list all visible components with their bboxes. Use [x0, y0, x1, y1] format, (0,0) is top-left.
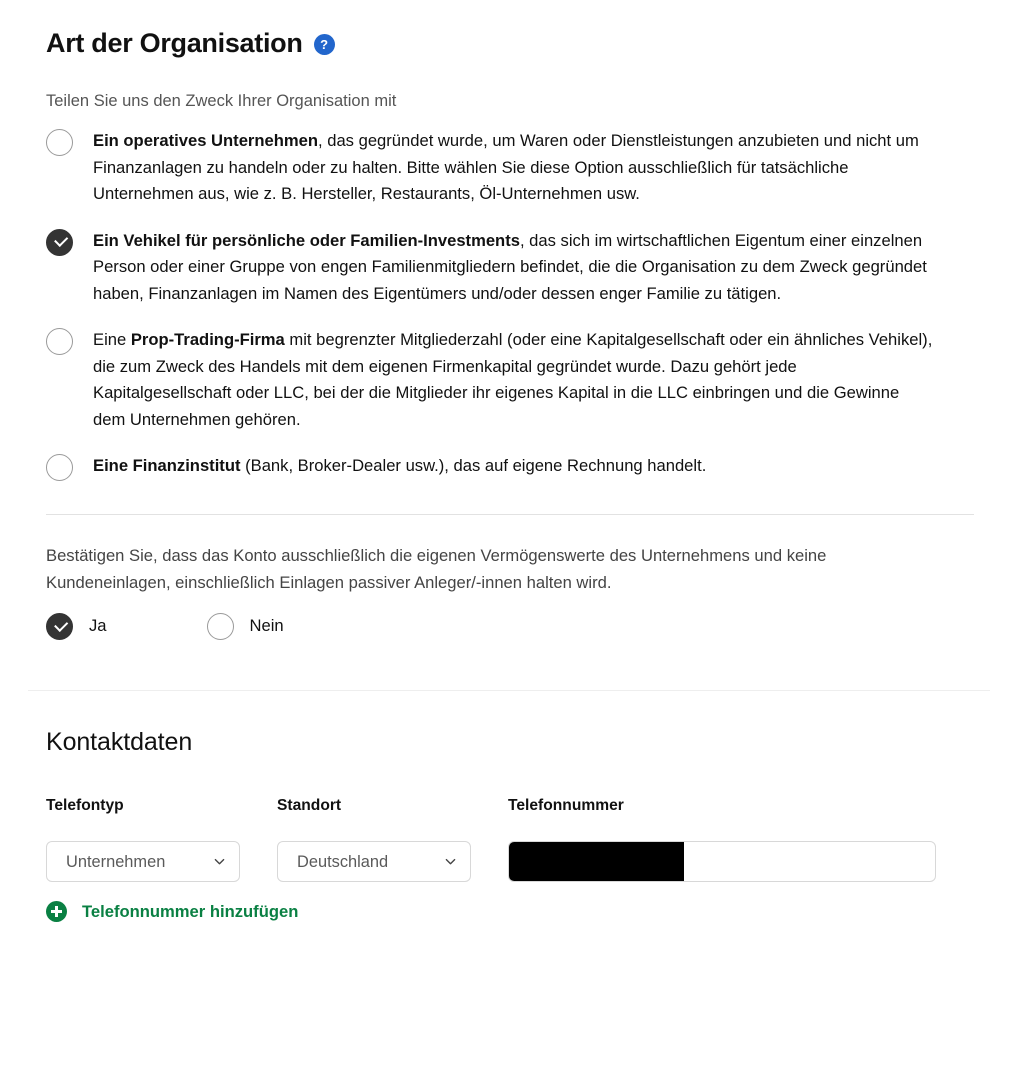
contact-field-row: [46, 796, 1020, 882]
help-icon[interactable]: ?: [314, 34, 335, 55]
confirmation-choice-group: [46, 612, 1020, 640]
add-phone-number-label: Telefonnummer hinzufügen: [82, 901, 299, 921]
organisation-options-group: [0, 112, 1020, 481]
contact-section-title: Kontaktdaten: [46, 728, 193, 756]
confirmation-no-label: Nein: [249, 616, 284, 635]
radio-indicator-checked[interactable]: [46, 613, 73, 640]
phone-number-field-group: [508, 796, 936, 882]
radio-option-family-investment-vehicle[interactable]: [46, 228, 1020, 308]
radio-indicator[interactable]: [207, 613, 234, 640]
page-title-row: [0, 0, 1020, 60]
radio-option-prop-trading-firm[interactable]: [46, 327, 1020, 433]
radio-option-label: [93, 228, 936, 308]
phone-type-select[interactable]: [46, 841, 240, 882]
option-rest-text: mit begrenzter Mitgliederzahl (oder eine Kapitalgesellschaft oder ein ähnliches Vehikel), die zum Zweck des Handels mit dem eigenen Firmenkapital gegründet wurde. Dazu gehört jede Kapitalgesellschaft oder LLC, bei der die Mitglieder ihr eigenes Kapital in die LLC einbringen und die Gewinne dem Unternehmen gehören.: [93, 330, 933, 429]
phone-type-field-group: [46, 796, 277, 882]
location-field-group: [277, 796, 508, 882]
location-label: Standort: [277, 797, 342, 814]
location-selected-value: Deutschland: [297, 852, 389, 871]
confirmation-block: [0, 515, 1020, 640]
option-bold-text: Eine Finanzinstitut: [93, 456, 241, 475]
option-bold-text: Ein operatives Unternehmen: [93, 131, 318, 150]
radio-indicator[interactable]: [46, 328, 73, 355]
radio-option-financial-institution[interactable]: [46, 453, 1020, 481]
radio-indicator-checked[interactable]: [46, 229, 73, 256]
phone-type-label: Telefontyp: [46, 797, 124, 814]
radio-option-label: [93, 128, 936, 208]
radio-option-label: [93, 327, 936, 433]
add-phone-number-link[interactable]: [46, 901, 298, 922]
option-bold-text: Prop-Trading-Firma: [130, 330, 285, 349]
confirmation-text: Bestätigen Sie, dass das Konto ausschließlich die eigenen Vermögenswerte des Unternehmens und keine Kundeneinlagen, einschließlich Einlagen passiver Anleger/-innen halten wird.: [46, 546, 827, 592]
option-rest-text: (Bank, Broker-Dealer usw.), das auf eigene Rechnung handelt.: [240, 456, 707, 475]
phone-number-input[interactable]: [508, 841, 936, 882]
radio-option-label: [93, 453, 706, 480]
phone-number-label: Telefonnummer: [508, 797, 624, 814]
page-title: Art der Organisation: [46, 28, 303, 58]
redaction-bar: [509, 842, 684, 881]
confirmation-option-yes[interactable]: [46, 612, 107, 640]
organisation-subtitle: Teilen Sie uns den Zweck Ihrer Organisation mit: [46, 92, 397, 110]
spacer: [0, 640, 1020, 690]
chevron-down-icon: [214, 856, 225, 867]
confirmation-yes-label: Ja: [89, 616, 107, 635]
option-prefix-text: Eine: [93, 330, 131, 349]
option-rest-text: , das sich im wirtschaftlichen Eigentum einer einzelnen Person oder einer Gruppe von engen Familienmitgliedern befindet, die die Organisation zu dem Zweck gegründet haben, Finanzanlagen im Namen des Eigentümers und/oder dessen enger Familie zu tätigen.: [93, 230, 927, 303]
option-bold-text: Ein Vehikel für persönliche oder Familien-Investments: [93, 230, 520, 250]
plus-circle-icon: [46, 901, 67, 922]
phone-type-selected-value: Unternehmen: [66, 852, 166, 871]
chevron-down-icon: [445, 856, 456, 867]
option-rest-text: , das gegründet wurde, um Waren oder Dienstleistungen anzubieten und nicht um Finanzanlagen zu handeln oder zu halten. Bitte wählen Sie diese Option ausschließlich für tatsächliche Unternehmen aus, wie z. B. Hersteller, Restaurants, Öl-Unternehmen usw.: [93, 131, 919, 203]
contact-section: [0, 691, 1020, 922]
radio-option-operating-company[interactable]: [46, 128, 1020, 208]
location-select[interactable]: [277, 841, 471, 882]
radio-indicator[interactable]: [46, 129, 73, 156]
confirmation-option-no[interactable]: [207, 612, 284, 640]
radio-indicator[interactable]: [46, 454, 73, 481]
